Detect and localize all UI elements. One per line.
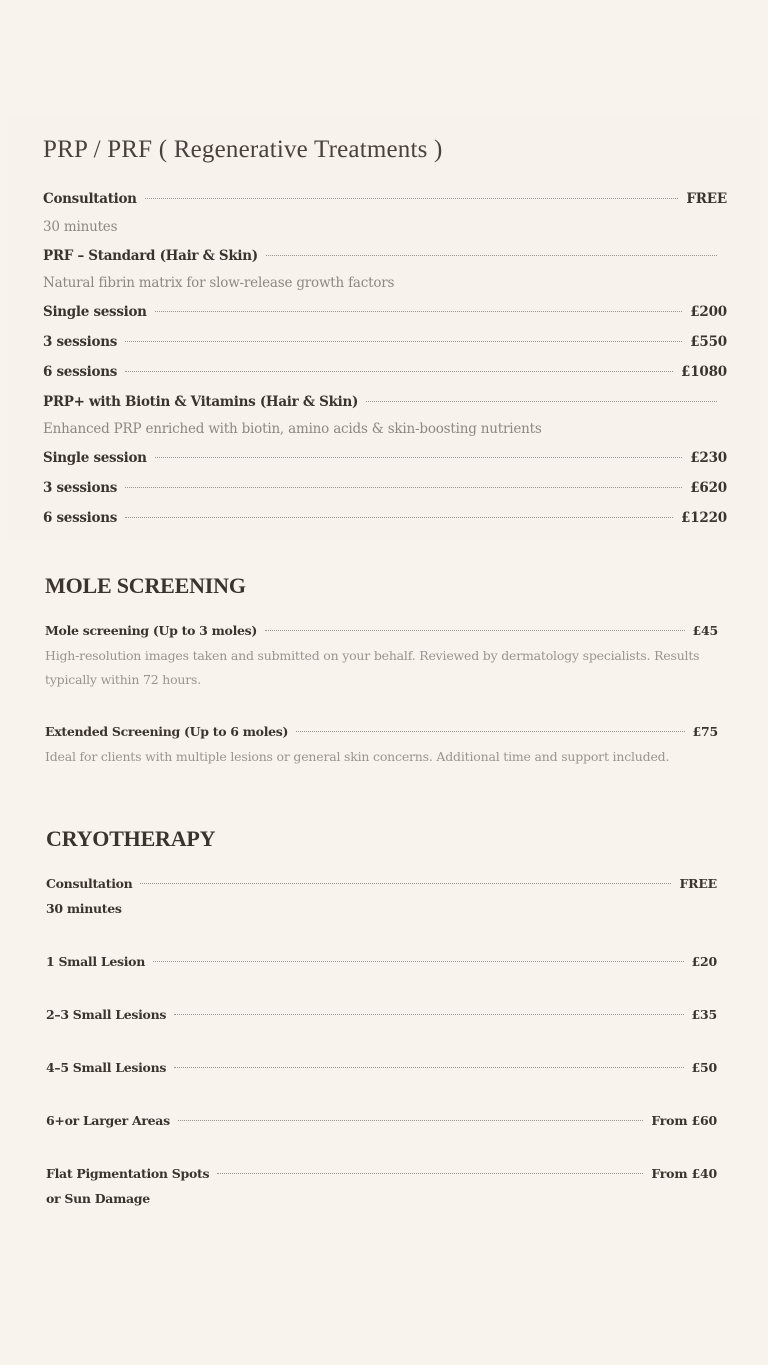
dot-leader xyxy=(125,517,673,518)
cryo-row xyxy=(46,1007,717,1022)
prp-section-title: PRP / PRF ( Regenerative Treatments ) xyxy=(43,136,443,163)
description-line: typically within 72 hours. xyxy=(45,672,202,687)
dot-leader xyxy=(155,311,683,312)
cryo-consultation-row xyxy=(46,876,717,891)
row-label: Single session xyxy=(43,450,147,466)
cryo-section-title: CRYOTHERAPY xyxy=(46,826,216,851)
row-label: PRP+ with Biotin & Vitamins (Hair & Skin) xyxy=(43,394,359,410)
dot-leader xyxy=(265,630,684,631)
row-price: £35 xyxy=(691,1007,717,1022)
row-label: 1 Small Lesion xyxy=(46,954,146,969)
mole-description xyxy=(45,745,669,769)
prp-consultation-row xyxy=(43,191,727,207)
row-price: £1220 xyxy=(681,510,727,526)
row-label: Extended Screening (Up to 6 moles) xyxy=(45,724,289,739)
dot-leader xyxy=(155,457,683,458)
dot-leader xyxy=(125,371,673,372)
mole-section-title: MOLE SCREENING xyxy=(45,573,246,598)
row-label: 4–5 Small Lesions xyxy=(46,1060,167,1075)
dot-leader xyxy=(125,487,682,488)
row-price: £550 xyxy=(690,334,727,350)
mole-row xyxy=(45,724,718,739)
dot-leader xyxy=(217,1173,643,1174)
row-price: £230 xyxy=(690,450,727,466)
prf-standard-description: Natural fibrin matrix for slow-release growth factors xyxy=(43,275,395,291)
cryo-row xyxy=(46,1166,717,1181)
row-label: 6+or Larger Areas xyxy=(46,1113,170,1128)
row-price: FREE xyxy=(679,876,717,891)
dot-leader xyxy=(125,341,682,342)
prp-plus-description: Enhanced PRP enriched with biotin, amino acids & skin-boosting nutrients xyxy=(43,421,542,437)
price-row xyxy=(43,480,727,496)
row-label: Flat Pigmentation Spots xyxy=(46,1166,210,1181)
cryo-row xyxy=(46,954,717,969)
row-label: PRF – Standard (Hair & Skin) xyxy=(43,248,258,264)
row-label: 3 sessions xyxy=(43,480,118,496)
dot-leader xyxy=(178,1120,644,1121)
row-price: £45 xyxy=(692,623,718,638)
dot-leader xyxy=(140,883,671,884)
prp-panel xyxy=(8,116,760,540)
price-row xyxy=(43,334,727,350)
row-price: £50 xyxy=(691,1060,717,1075)
dot-leader xyxy=(296,731,684,732)
row-price: From £40 xyxy=(651,1166,717,1181)
price-row xyxy=(43,510,727,526)
cryo-consultation-duration: 30 minutes xyxy=(46,901,122,916)
row-price: £620 xyxy=(690,480,727,496)
row-label: Mole screening (Up to 3 moles) xyxy=(45,623,258,638)
prf-standard-heading xyxy=(43,248,717,264)
row-price: £1080 xyxy=(681,364,727,380)
description-line: Ideal for clients with multiple lesions or general skin concerns. Additional time and support included. xyxy=(45,749,670,764)
dot-leader xyxy=(174,1014,683,1015)
mole-row xyxy=(45,623,718,638)
row-price: From £60 xyxy=(651,1113,717,1128)
price-row xyxy=(43,364,727,380)
description-line: High-resolution images taken and submitted on your behalf. Reviewed by dermatology specialists. Results xyxy=(45,648,700,663)
price-row xyxy=(43,450,727,466)
dot-leader xyxy=(174,1067,683,1068)
cryo-row xyxy=(46,1060,717,1075)
row-price: FREE xyxy=(686,191,727,207)
dot-leader xyxy=(266,255,717,256)
row-price: £20 xyxy=(691,954,717,969)
row-label: Consultation xyxy=(46,876,133,891)
prp-plus-heading xyxy=(43,394,717,410)
price-row xyxy=(43,304,727,320)
mole-description xyxy=(45,644,699,692)
dot-leader xyxy=(366,401,717,402)
row-price: £75 xyxy=(692,724,718,739)
dot-leader xyxy=(153,961,683,962)
row-label: 6 sessions xyxy=(43,364,118,380)
row-label: 2–3 Small Lesions xyxy=(46,1007,167,1022)
dot-leader xyxy=(145,198,679,199)
row-label: Consultation xyxy=(43,191,137,207)
row-label: Single session xyxy=(43,304,147,320)
cryo-row xyxy=(46,1113,717,1128)
row-label: 6 sessions xyxy=(43,510,118,526)
row-label: 3 sessions xyxy=(43,334,118,350)
row-price: £200 xyxy=(690,304,727,320)
cryo-row-label-continuation: or Sun Damage xyxy=(46,1191,150,1206)
prp-consultation-duration: 30 minutes xyxy=(43,219,118,235)
